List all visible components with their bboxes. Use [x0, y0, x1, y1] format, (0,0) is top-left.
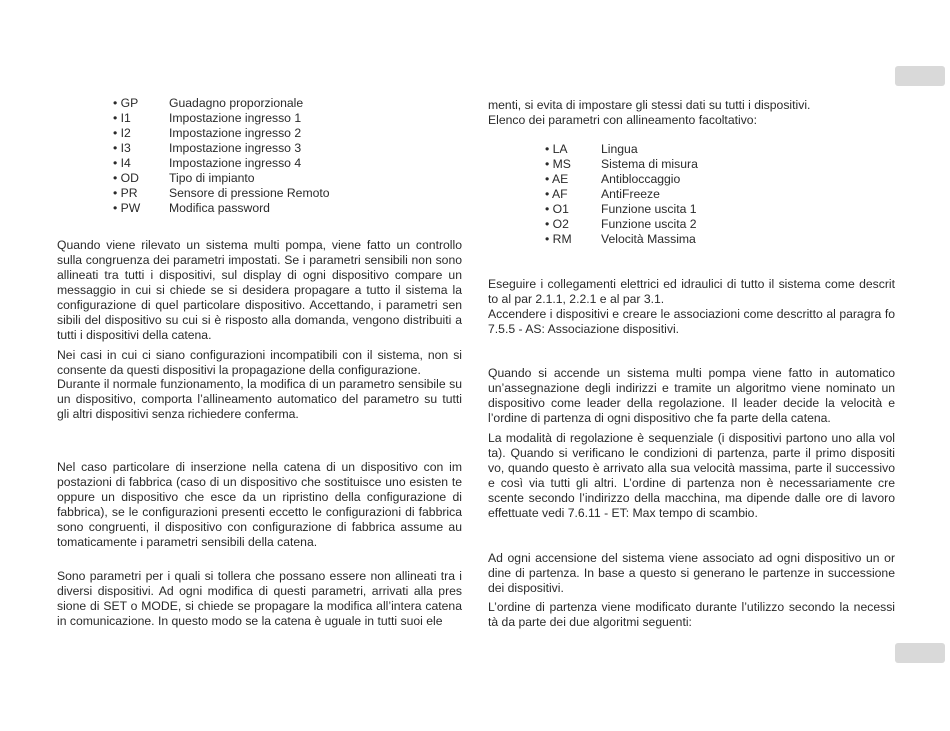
parameter-description: Impostazione ingresso 4	[169, 156, 302, 170]
parameter-code: • AE	[545, 172, 569, 186]
parameter-description: AntiFreeze	[601, 187, 660, 201]
parameter-description: Modifica password	[169, 201, 270, 215]
right-paragraph-6: La modalità di regolazione è sequenziale (i dispositivi partono uno alla vol ta). Quando si verificano le condizioni di partenza, parte il primo dispositi vo, quando questo è arrivato alla sua velocità massima, parte il successivo e così via tutti gli altri. L’ordine di partenza non è necessariamente cre scente secondo l’indirizzo della macchina, ma dipende dalle ore di lavoro effettuate vedi 7.6.11 - ET: Max tempo di scambio.	[488, 431, 895, 520]
parameter-item	[545, 217, 698, 232]
page-tab-top	[895, 66, 945, 86]
parameter-description: Impostazione ingresso 3	[169, 141, 302, 155]
parameter-code: • LA	[545, 142, 568, 156]
parameter-code: • I3	[113, 141, 131, 155]
page-tab-bottom	[895, 643, 945, 663]
right-paragraph-4: Accendere i dispositivi e creare le associazioni come descritto al paragra fo 7.5.5 - AS: Associazione dispositivi.	[488, 307, 895, 336]
parameter-item	[113, 156, 330, 171]
parameter-description: Antibloccaggio	[601, 172, 681, 186]
left-paragraph-2: Nei casi in cui ci siano configurazioni incompatibili con il sistema, non si consente da questi dispositivi la propagazione della configurazione.	[57, 348, 462, 377]
left-paragraph-5: Sono parametri per i quali si tollera che possano essere non allineati tra i diversi dispositivi. Ad ogni modifica di questi parametri, arrivati alla pres sione di SET o MODE, si chiede se propagare la modifica all’intera catena in comunicazione. In questo modo se la catena è uguale in tutti suoi ele	[57, 569, 462, 628]
right-paragraph-2: Elenco dei parametri con allineamento facoltativo:	[488, 113, 757, 127]
left-paragraph-1: Quando viene rilevato un sistema multi pompa, viene fatto un controllo sulla congruenza dei parametri impostati. Se i parametri sensibili non sono allineati tra tutti i dispositivi, sul display di ogni dispositivo compare un messaggio in cui si chiede se si desidera propagare a tutto il sistema la configurazione di quel particolare dispositivo. Accettando, i parametri sen sibili del dispositivo su cui si è risposto alla domanda, vengono distribuiti a tutti i dispositivi della catena.	[57, 238, 462, 342]
parameter-description: Funzione uscita 1	[601, 202, 697, 216]
parameter-code: • I1	[113, 111, 131, 125]
parameter-description: Velocità Massima	[601, 232, 696, 246]
parameter-item	[113, 111, 330, 126]
parameter-code: • GP	[113, 96, 139, 110]
parameter-item	[113, 186, 330, 201]
sensitive-parameter-list	[113, 96, 330, 216]
parameter-item	[545, 142, 698, 157]
parameter-item	[545, 172, 698, 187]
parameter-item	[545, 187, 698, 202]
parameter-item	[113, 96, 330, 111]
parameter-description: Impostazione ingresso 1	[169, 111, 302, 125]
left-paragraph-4: Nel caso particolare di inserzione nella catena di un dispositivo con im postazioni di fabbrica (caso di un dispositivo che sostituisce uno esisten te oppure un dispositivo che esce da un ripristino della configurazione di fabbrica), se le configurazioni presenti eccetto le configurazioni di fabbrica sono congruenti, il dispositivo con configurazione di fabbrica assume au tomaticamente i parametri sensibili della catena.	[57, 460, 462, 549]
parameter-item	[113, 126, 330, 141]
parameter-code: • I4	[113, 156, 131, 170]
parameter-code: • AF	[545, 187, 568, 201]
left-paragraph-3: Durante il normale funzionamento, la modifica di un parametro sensibile su un dispositivo, comporta l’allineamento automatico del parametro su tutti gli altri dispositivi senza richiedere conferma.	[57, 377, 462, 421]
optional-parameter-list	[545, 142, 698, 247]
parameter-item	[545, 232, 698, 247]
right-paragraph-8: L’ordine di partenza viene modificato durante l’utilizzo secondo la necessi tà da parte dei due algoritmi seguenti:	[488, 600, 895, 629]
right-paragraph-3: Eseguire i collegamenti elettrici ed idraulici di tutto il sistema come descrit to al par 2.1.1, 2.2.1 e al par 3.1.	[488, 277, 895, 306]
right-paragraph-5: Quando si accende un sistema multi pompa viene fatto in automatico un’assegnazione degli indirizzi e tramite un algoritmo viene nominato un dispositivo come leader della regolazione. Il leader decide la velocità e l’ordine di partenza di ogni dispositivo che fa parte della catena.	[488, 366, 895, 425]
parameter-description: Lingua	[601, 142, 638, 156]
parameter-code: • O1	[545, 202, 569, 216]
parameter-code: • PW	[113, 201, 141, 215]
parameter-description: Funzione uscita 2	[601, 217, 697, 231]
parameter-code: • OD	[113, 171, 139, 185]
parameter-description: Tipo di impianto	[169, 171, 255, 185]
parameter-code: • MS	[545, 157, 571, 171]
parameter-description: Impostazione ingresso 2	[169, 126, 302, 140]
parameter-code: • O2	[545, 217, 569, 231]
parameter-description: Guadagno proporzionale	[169, 96, 304, 110]
parameter-item	[113, 201, 330, 216]
parameter-description: Sensore di pressione Remoto	[169, 186, 330, 200]
parameter-code: • RM	[545, 232, 572, 246]
parameter-description: Sistema di misura	[601, 157, 698, 171]
right-paragraph-1: menti, si evita di impostare gli stessi dati su tutti i dispositivi.	[488, 98, 811, 112]
parameter-item	[113, 171, 330, 186]
parameter-item	[545, 157, 698, 172]
parameter-code: • PR	[113, 186, 138, 200]
parameter-item	[113, 141, 330, 156]
right-paragraph-7: Ad ogni accensione del sistema viene associato ad ogni dispositivo un or dine di partenza. In base a questo si generano le partenze in successione dei dispositivi.	[488, 551, 895, 595]
parameter-code: • I2	[113, 126, 131, 140]
parameter-item	[545, 202, 698, 217]
